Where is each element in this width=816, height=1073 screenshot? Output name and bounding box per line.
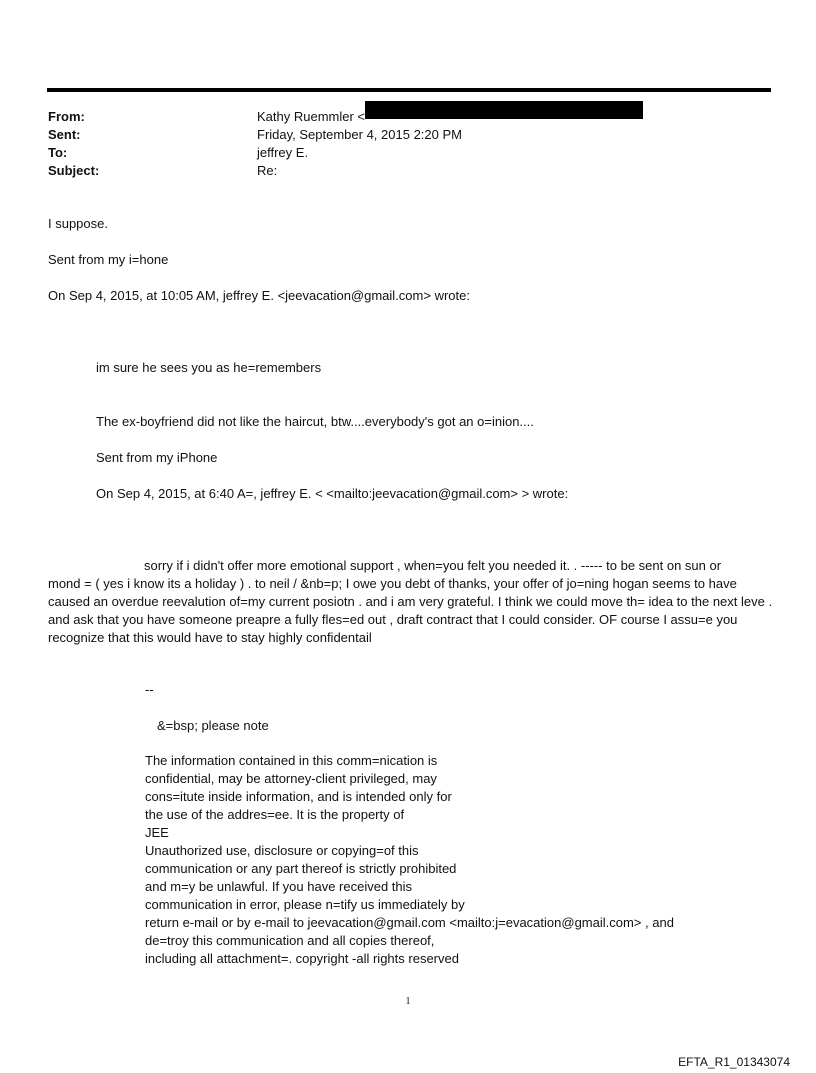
subject-value: Re:: [257, 163, 278, 178]
quoted-line-2: The ex-boyfriend did not like the haircut, btw....everybody's got an o=inion....: [96, 414, 534, 429]
confidentiality-notice: [145, 752, 745, 968]
to-value: jeffrey E.: [257, 145, 309, 160]
notice-line: Unauthorized use, disclosure or copying=of this: [145, 843, 419, 858]
from-label: From:: [48, 109, 85, 124]
notice-line: The information contained in this comm=nication is: [145, 753, 438, 768]
notice-line: de=troy this communication and all copies thereof,: [145, 933, 435, 948]
quoted-signature: Sent from my iPhone: [96, 450, 218, 465]
reply-signature: Sent from my i=hone: [48, 252, 169, 267]
sent-label: Sent:: [48, 127, 81, 142]
notice-line: communication in error, please n=tify us immediately by: [145, 897, 465, 912]
quoted-line-1: im sure he sees you as he=remembers: [96, 360, 322, 375]
header-rule: [47, 88, 771, 92]
notice-line: JEE: [145, 825, 169, 840]
signature-dash: --: [145, 682, 154, 697]
notice-line: communication or any part thereof is strictly prohibited: [145, 861, 457, 876]
notice-line: confidential, may be attorney-client privileged, may: [145, 771, 437, 786]
quoted-paragraph-first-line: sorry if i didn't offer more emotional support , when=you felt you needed it. . ----- to be sent on sun or: [144, 558, 722, 573]
subject-label: Subject:: [48, 163, 100, 178]
document-id: EFTA_R1_01343074: [678, 1055, 790, 1069]
quote-header-2: On Sep 4, 2015, at 6:40 A=, jeffrey E. < <mailto:jeevacation@gmail.com> > wrote:: [96, 486, 569, 501]
from-name: Kathy Ruemmler <: [257, 109, 366, 124]
notice-line: including all attachment=. copyright -all rights reserved: [145, 951, 459, 966]
to-label: To:: [48, 145, 68, 160]
from-value: [257, 108, 643, 126]
notice-line: return e-mail or by e-mail to jeevacation@gmail.com <mailto:j=evacation@gmail.com> , and: [145, 915, 674, 930]
quote-header-1: On Sep 4, 2015, at 10:05 AM, jeffrey E. <jeevacation@gmail.com> wrote:: [48, 288, 470, 303]
page-number: 1: [405, 996, 411, 1007]
please-note: &=bsp; please note: [157, 718, 269, 733]
quoted-paragraph-rest: mond = ( yes i know its a holiday ) . to neil / &nb=p; I owe you debt of thanks, your offer of jo=ning hogan seems to have caused an overdue reevalution of=my current posiotn . and i am very grateful. I think we could move th= idea to the next leve . and ask that you have someone preapre a fully fles=ed out , draft contract that I could consider. OF course I assu=e you recognize that this would have to stay highly confidentail: [48, 576, 773, 645]
reply-text: I suppose.: [48, 216, 108, 231]
sent-value: Friday, September 4, 2015 2:20 PM: [257, 127, 462, 142]
notice-line: cons=itute inside information, and is intended only for: [145, 789, 452, 804]
quoted-paragraph: [48, 557, 776, 647]
redaction-box: [365, 101, 643, 119]
notice-line: and m=y be unlawful. If you have received this: [145, 879, 413, 894]
notice-line: the use of the addres=ee. It is the property of: [145, 807, 405, 822]
